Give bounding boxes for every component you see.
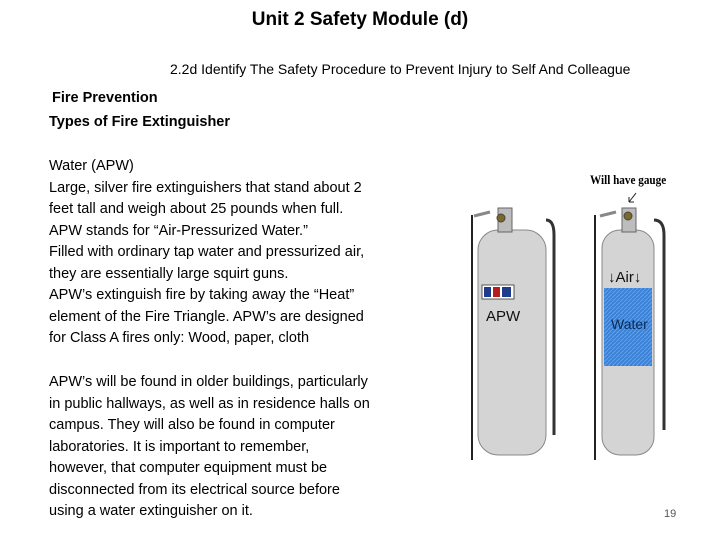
apw-line: feet tall and weigh about 25 pounds when full. [49,201,344,217]
extinguisher-right [595,193,664,460]
learning-objective: 2.2d Identify The Safety Procedure to Prevent Injury to Self And Colleague [170,61,631,77]
apw-line: for Class A fires only: Wood, paper, cloth [49,330,310,346]
apw-description [49,156,421,350]
apw-line: APW’s extinguish fire by taking away the “Heat” [49,287,355,303]
gauge-annotation: Will have gauge [590,172,667,187]
gauge-icon [624,212,632,220]
apw-heading: Water (APW) [49,158,134,174]
water-label: Water [611,316,648,332]
air-label: ↓Air↓ [608,269,642,286]
location-line: using a water extinguisher on it. [49,503,253,519]
location-line: APW’s will be found in older buildings, particularly [49,374,368,390]
section-heading: Fire Prevention [52,90,158,106]
apw-line: APW stands for “Air-Pressurized Water.” [49,222,308,239]
location-line: disconnected from its electrical source before [49,481,340,498]
apw-location-text [49,372,421,523]
location-line: laboratories. It is important to remember, [49,438,310,455]
page-number: 19 [664,508,677,520]
apw-line: Large, silver fire extinguishers that stand about 2 [49,179,362,196]
apw-label: APW [486,308,521,325]
location-line: campus. They will also be found in computer [49,417,335,433]
section-subheading: Types of Fire Extinguisher [49,114,231,130]
location-line: in public hallways, as well as in residence halls on [49,395,370,412]
apw-line: element of the Fire Triangle. APW’s are designed [49,308,364,325]
gauge-icon [497,214,505,222]
extinguisher-left [472,208,554,460]
arrow-icon [629,193,636,202]
apw-line: they are essentially large squirt guns. [49,265,289,282]
extinguisher-illustration [460,190,710,470]
location-line: however, that computer equipment must be [49,460,328,476]
slide-title: Unit 2 Safety Module (d) [251,9,469,30]
apw-line: Filled with ordinary tap water and pressurized air, [49,244,365,260]
